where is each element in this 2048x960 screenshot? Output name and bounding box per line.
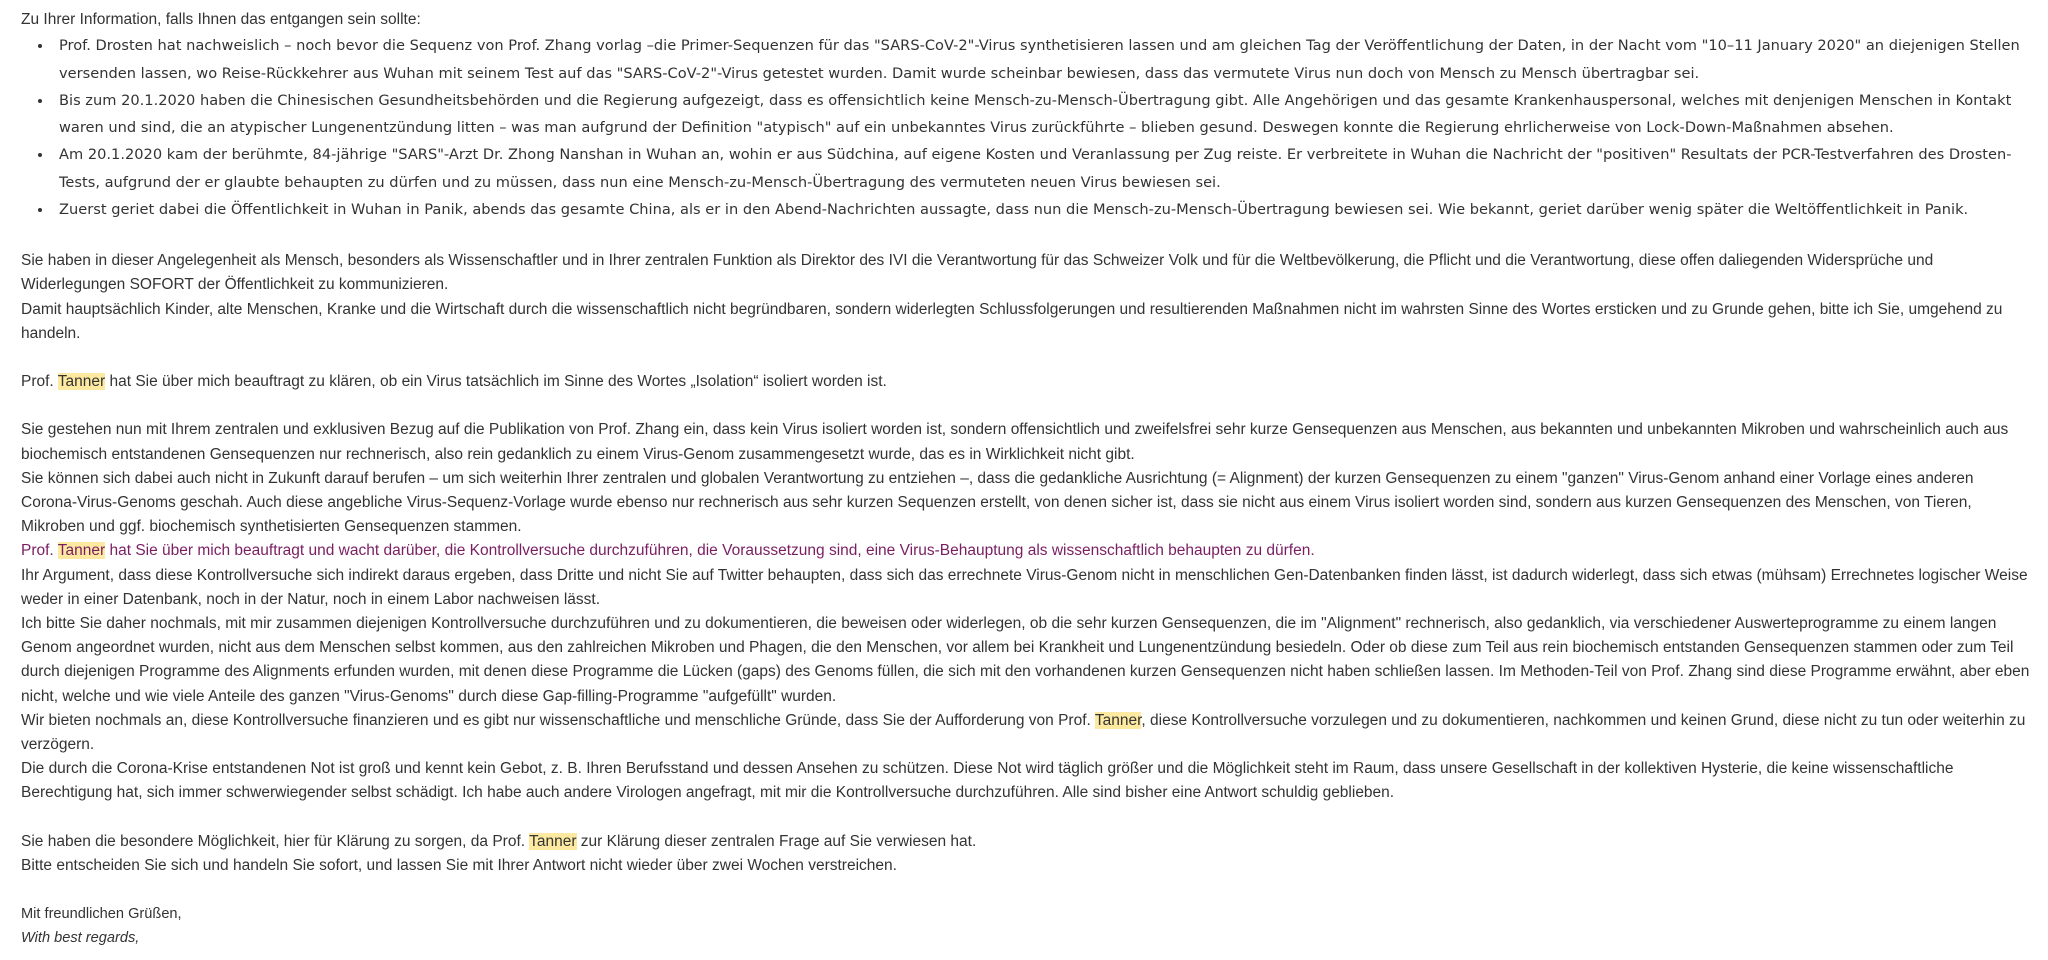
paragraph-text: hat Sie über mich beauftragt zu klären, ob ein Virus tatsächlich im Sinne des Wortes „Isolation“ isoliert worden ist. <box>105 373 887 391</box>
paragraph-line: Ihr Argument, dass diese Kontrollversuche sich indirekt daraus ergeben, dass Dritte und nicht Sie auf Twitter behaupten, dass sich das errechnete Virus-Genom nicht in menschlichen Gen-Datenbanken finden lässt, ist dadurch widerlegt, dass sich etwas (mühsam) Errechnetes logischer Weise weder in einer Datenbank, noch in der Natur, noch in einem Labor nachweisen lässt. <box>21 566 2028 608</box>
paragraph-line: Ich bitte Sie daher nochmals, mit mir zusammen diejenigen Kontrollversuche durchzuführen und zu dokumentieren, die beweisen oder widerlegen, ob die sehr kurzen Gensequenzen, die im "Alignment" rechnerisch, also gedanklich, via verschiedener Auswerteprogramme zu einem langen Genom angeordnet wurden, nicht aus dem Menschen selbst kommen, aus den zahlreichen Mikroben und Phagen, die den Menschen, vor allem bei Krankheit und Lungenentzündung besiedeln. Oder ob diese zum Teil aus rein biochemisch entstanden Gensequenzen stammen oder zum Teil durch diejenigen Programme des Alignments erfunden wurden, mit denen diese Programme die Lücken (gaps) des Genoms füllen, die sich mit den vorhandenen kurzen Gensequenzen nicht haben schließen lassen. Im Methoden-Teil von Prof. Zhang sind diese Programme erwähnt, aber eben nicht, welche und wie viele Anteile des ganzen "Virus-Genoms" durch diese Gap-filling-Programme "aufgefüllt" wurden. <box>21 614 2030 705</box>
purple-line <box>21 539 2031 563</box>
paragraph-text: Sie haben die besondere Möglichkeit, hier für Klärung zu sorgen, da Prof. <box>21 832 530 850</box>
paragraph-line: Damit hauptsächlich Kinder, alte Menschen, Kranke und die Wirtschaft durch die wissenschaftlich nicht begründbaren, sondern widerlegten Schlussfolgerungen und resultierenden Maßnahmen nicht im wahrsten Sinne des Wortes ersticken und zu Grunde gehen, bitte ich Sie, umgehend zu handeln. <box>21 300 2003 342</box>
paragraph-text: Prof. <box>21 373 58 391</box>
highlighted-name: Tanner <box>529 832 577 850</box>
list-item: • Prof. Drosten hat nachweislich – noch bevor die Sequenz von Prof. Zhang vorlag –die Primer-Sequenzen für das "SARS-CoV-2"-Virus synthetisieren lassen und am gleichen Tag der Veröffentlichung der Daten, in der Nacht vom "10–11 January 2020" an diejenigen Stellen versenden lassen, wo Reise-Rückkehrer aus Wuhan mit seinem Test auf das "SARS-CoV-2"-Virus getestet wurden. Damit wurde scheinbar bewiesen, dass das vermutete Virus nun doch von Mensch zu Mensch übertragbar sei. <box>53 32 2031 87</box>
argument-paragraph <box>21 418 2031 805</box>
responsibility-paragraph <box>21 249 2031 346</box>
closing-english <box>21 926 2031 950</box>
list-item: • Am 20.1.2020 kam der berühmte, 84-jährige "SARS"-Arzt Dr. Zhong Nanshan in Wuhan an, wohin er aus Südchina, auf eigene Kosten und Veranlassung per Zug reiste. Er verbreitete in Wuhan die Nachricht der "positiven" Resultats der PCR-Testverfahren des Drosten-Tests, aufgrund der er glaubte behaupten zu dürfen und zu müssen, dass nun eine Mensch-zu-Mensch-Übertragung des vermuteten neuen Virus bewiesen sei. <box>53 141 2031 196</box>
paragraph-line: Bitte entscheiden Sie sich und handeln Sie sofort, und lassen Sie mit Ihrer Antwort nicht wieder über zwei Wochen verstreichen. <box>21 856 897 874</box>
paragraph-line <box>21 830 2031 854</box>
email-body <box>21 8 2031 950</box>
list-item: • Bis zum 20.1.2020 haben die Chinesischen Gesundheitsbehörden und die Regierung aufgezeigt, dass es offensichtlich keine Mensch-zu-Mensch-Übertragung gibt. Alle Angehörigen und das gesamte Krankenhauspersonal, welches mit denjenigen Menschen in Kontakt waren und sind, die an atypischer Lungenentzündung litten – was man aufgrund der Definition "atypisch" auf ein unbekanntes Virus zurückführte – blieben gesund. Deswegen konnte die Regierung ehrlicherweise von Lock-Down-Maßnahmen absehen. <box>53 87 2031 142</box>
paragraph-line: Sie können sich dabei auch nicht in Zukunft darauf berufen – um sich weiterhin Ihrer zentralen und globalen Verantwortung zu entziehen –, dass die gedankliche Ausrichtung (= Alignment) der kurzen Gensequenzen zu einem "ganzen" Virus-Genom anhand einer Vorlage eines anderen Corona-Virus-Genoms geschah. Auch diese angebliche Virus-Sequenz-Vorlage wurde ebenso nur rechnerisch aus sehr kurzen Sequenzen erstellt, von denen sicher ist, dass sie nicht aus einem Virus isoliert worden sind, sondern aus kurzen Gensequenzen des Menschen, von Tieren, Mikroben und ggf. biochemisch synthetisierten Gensequenzen stammen. <box>21 469 1974 536</box>
closing-german: Mit freundlichen Grüßen, <box>21 905 182 922</box>
paragraph-text: , diese Kontrollversuche vorzulegen und zu dokumentieren, nachkommen und keinen Grund, diese nicht zu tun oder weiterhin zu verzögern. <box>21 711 2026 753</box>
paragraph-line: Die durch die Corona-Krise entstandenen Not ist groß und kennt kein Gebot, z. B. Ihren Berufsstand und dessen Ansehen zu schützen. Diese Not wird täglich größer und die Möglichkeit steht im Raum, dass unsere Gesellschaft in der kollektiven Hysterie, die keine wissenschaftliche Berechtigung hat, sich immer schwerwiegender selbst schädigt. Ich habe auch andere Virologen angefragt, mit mir die Kontrollversuche durchzuführen. Alle sind bisher eine Antwort schuldig geblieben. <box>21 760 1954 802</box>
mandate-paragraph <box>21 370 2031 394</box>
facts-list <box>21 32 2031 223</box>
highlighted-name: Tanner <box>57 542 106 560</box>
paragraph-line: Sie haben in dieser Angelegenheit als Mensch, besonders als Wissenschaftler und in Ihrer zentralen Funktion als Direktor des IVI die Verantwortung für das Schweizer Volk und für die Weltbevölkerung, die Pflicht und die Verantwortung, diese offen daliegenden Widersprüche und Widerlegungen SOFORT der Öffentlichkeit zu kommunizieren. <box>21 252 1934 294</box>
paragraph-line: Sie gestehen nun mit Ihrem zentralen und exklusiven Bezug auf die Publikation von Prof. Zhang ein, dass kein Virus isoliert worden ist, sondern offensichtlich und zweifelsfrei sehr kurze Gensequenzen aus Menschen, aus bekannten und unbekannten Mikroben und wahrscheinlich auch aus biochemisch entstandenen Gensequenzen nur rechnerisch, also rein gedanklich zu einem Virus-Genom zusammengesetzt wurde, das es in Wirklichkeit nicht gibt. <box>21 421 2009 463</box>
paragraph-text: Prof. <box>21 542 58 560</box>
highlighted-name: Tanner <box>57 373 106 391</box>
signature-block <box>21 902 2031 950</box>
list-item: • Zuerst geriet dabei die Öffentlichkeit in Wuhan in Panik, abends das gesamte China, als er in den Abend-Nachrichten aussagte, dass nun die Mensch-zu-Mensch-Übertragung bewiesen sei. Wie bekannt, geriet darüber wenig später die Weltöffentlichkeit in Panik. <box>53 196 2031 223</box>
paragraph-text: hat Sie über mich beauftragt und wacht darüber, die Kontrollversuche durchzuführen, die Voraussetzung sind, eine Virus-Behauptung als wissenschaftlich behaupten zu dürfen. <box>105 542 1315 560</box>
closing-english-text: With best regards, <box>21 930 140 947</box>
intro-line: Zu Ihrer Information, falls Ihnen das entgangen sein sollte: <box>21 11 421 28</box>
highlighted-name: Tanner <box>1094 711 1142 729</box>
paragraph-text: Wir bieten nochmals an, diese Kontrollversuche finanzieren und es gibt nur wissenschaftliche und menschliche Gründe, dass Sie der Aufforderung von Prof. <box>21 711 1095 729</box>
paragraph-line <box>21 709 2031 757</box>
request-paragraph <box>21 830 2031 878</box>
paragraph-text: zur Klärung dieser zentralen Frage auf Sie verwiesen hat. <box>576 832 977 850</box>
